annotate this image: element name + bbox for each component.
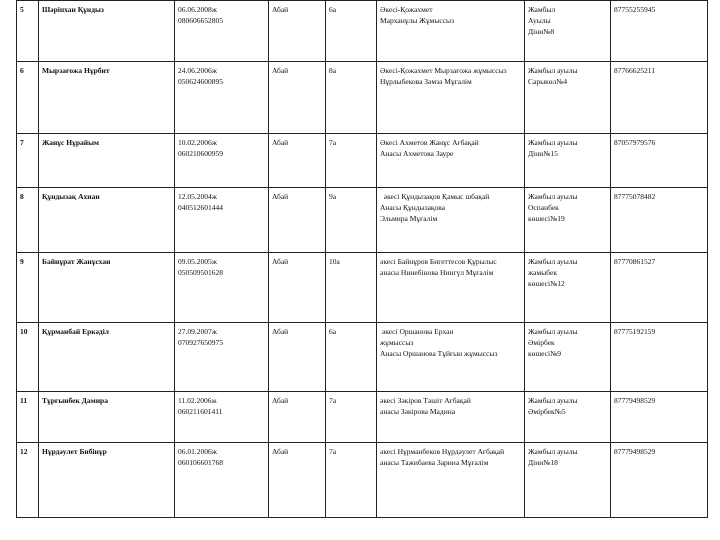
row-number: 5 [17, 1, 39, 62]
class-cell: 10а [326, 253, 377, 323]
address-cell [525, 253, 611, 323]
table-row [17, 1, 708, 62]
class-cell: 8а [326, 62, 377, 134]
parents-line: анасы Тажибаева Зарина Мұғалiм [380, 458, 489, 467]
parents-line: Анасы Ахметова Зауре [380, 149, 454, 158]
iin-number: 040512601444 [178, 203, 223, 212]
region-cell: Абай [269, 392, 326, 443]
phone-cell: 87775192159 [611, 323, 708, 392]
address-line: Жамбыл ауылы [528, 396, 578, 405]
class-cell: 7а [326, 134, 377, 188]
parents-line: әкесi Байнұров Бигеттесов Құрылыс [380, 257, 497, 266]
iin-number: 050509501628 [178, 268, 223, 277]
row-number: 10 [17, 323, 39, 392]
birth-cell [175, 1, 269, 62]
parents-line: әкесi Зәкiров Тәшiт Ағбақай [380, 396, 471, 405]
parents-line: әкесi Оршанова Ерхан [380, 327, 454, 336]
parents-cell [377, 1, 525, 62]
address-line: Дiни№18 [528, 458, 558, 467]
address-line: Сарыкөл№4 [528, 77, 568, 86]
class-cell: 6а [326, 323, 377, 392]
address-line: Дiни№8 [528, 27, 555, 36]
region-cell: Абай [269, 253, 326, 323]
iin-number: 060106601768 [178, 458, 223, 467]
student-name: Жанұс Нұрайым [39, 134, 175, 188]
parents-line: анасы Нинебiнова Нингүл Мұғалiм [380, 268, 494, 277]
parents-line: Анасы Құндызақова [380, 203, 446, 212]
parents-line: Марханұлы Жұмыссыз [380, 16, 455, 25]
row-number: 8 [17, 188, 39, 253]
address-line: Жамбыл ауылы [528, 138, 578, 147]
address-line: Жамбыл [528, 5, 556, 14]
parents-cell [377, 392, 525, 443]
region-cell: Абай [269, 1, 326, 62]
birth-date: 24.06.2006ж [178, 66, 217, 75]
region-cell: Абай [269, 62, 326, 134]
birth-cell [175, 134, 269, 188]
phone-cell: 87770861527 [611, 253, 708, 323]
address-cell [525, 1, 611, 62]
address-line: Ауылы [528, 16, 551, 25]
parents-line: Әкесi-Қожахмет [380, 5, 433, 14]
address-line: Жамбыл ауылы [528, 257, 578, 266]
address-cell [525, 188, 611, 253]
parents-line: Анасы Оршанова Тұйғын жұмыссыз [380, 349, 498, 358]
address-cell [525, 323, 611, 392]
parents-line: Нұрлыбекова Зәмзә Мұғалiм [380, 77, 472, 86]
parents-cell [377, 188, 525, 253]
student-name: Шәрiпхан Құндыз [39, 1, 175, 62]
birth-date: 11.02.2006ж [178, 396, 217, 405]
birth-cell [175, 443, 269, 518]
parents-cell [377, 134, 525, 188]
birth-date: 10.02.2006ж [178, 138, 217, 147]
address-line: жамыбек [528, 268, 557, 277]
parents-line: Эльмира Мұғалiм [380, 214, 438, 223]
address-line: көшесi№12 [528, 279, 565, 288]
student-table [16, 0, 708, 518]
parents-line: Әкесi Ахметов Жанұс Ағбақай [380, 138, 479, 147]
parents-line: жұмыссыз [380, 338, 414, 347]
row-number: 6 [17, 62, 39, 134]
address-cell [525, 443, 611, 518]
birth-date: 09.05.2005ж [178, 257, 217, 266]
birth-date: 06.01.2006ж [178, 447, 217, 456]
address-line: көшесi№19 [528, 214, 565, 223]
parents-cell [377, 253, 525, 323]
birth-date: 06.06.2008ж [178, 5, 217, 14]
parents-line: Әкесi-Қожахмет Мырзағожа жұмыссыз [380, 66, 507, 75]
phone-cell: 87779498529 [611, 392, 708, 443]
row-number: 7 [17, 134, 39, 188]
document-page [16, 0, 707, 522]
iin-number: 070927650975 [178, 338, 223, 347]
birth-cell [175, 188, 269, 253]
student-name: Байнұрат Жанұсхан [39, 253, 175, 323]
parents-line: анасы Зәкiрова Мадина [380, 407, 456, 416]
table-row [17, 323, 708, 392]
iin-number: 060210600959 [178, 149, 223, 158]
address-cell [525, 62, 611, 134]
iin-number: 060211601411 [178, 407, 223, 416]
table-row [17, 134, 708, 188]
table-row [17, 443, 708, 518]
birth-cell [175, 253, 269, 323]
class-cell: 7а [326, 443, 377, 518]
region-cell: Абай [269, 443, 326, 518]
student-name: Тұрғынбек Дамира [39, 392, 175, 443]
address-line: Жамбыл ауылы [528, 327, 578, 336]
row-number: 11 [17, 392, 39, 443]
birth-date: 27.09.2007ж [178, 327, 217, 336]
student-name: Құрманбай Еркәдiл [39, 323, 175, 392]
row-number: 12 [17, 443, 39, 518]
student-name: Құндызақ Ахиан [39, 188, 175, 253]
row-number: 9 [17, 253, 39, 323]
birth-date: 12.05.2004ж [178, 192, 217, 201]
birth-cell [175, 62, 269, 134]
student-name: Мырзағожа Нұрбит [39, 62, 175, 134]
parents-cell [377, 62, 525, 134]
address-line: Жамбыл ауылы [528, 447, 578, 456]
address-line: Дiни№15 [528, 149, 558, 158]
address-line: Оспанбек [528, 203, 559, 212]
class-cell: 7а [326, 392, 377, 443]
table-row [17, 392, 708, 443]
table-row [17, 188, 708, 253]
parents-cell [377, 323, 525, 392]
parents-line: әкесi Құндызақов Қамыс шбақай [380, 192, 490, 201]
class-cell: 6а [326, 1, 377, 62]
class-cell: 9а [326, 188, 377, 253]
parents-line: әкесi Нұрманбеков Нұрдәулет Ағбақай [380, 447, 505, 456]
phone-cell: 87766625211 [611, 62, 708, 134]
iin-number: 080606652805 [178, 16, 223, 25]
iin-number: 050624600895 [178, 77, 223, 86]
birth-cell [175, 323, 269, 392]
address-cell [525, 134, 611, 188]
address-line: Жамбыл ауылы [528, 66, 578, 75]
address-line: Әмiрбек№5 [528, 407, 566, 416]
phone-cell: 87775078482 [611, 188, 708, 253]
region-cell: Абай [269, 323, 326, 392]
phone-cell: 87755255945 [611, 1, 708, 62]
address-line: көшесi№9 [528, 349, 562, 358]
table-row [17, 62, 708, 134]
address-cell [525, 392, 611, 443]
region-cell: Абай [269, 188, 326, 253]
student-name: Нұрдәулет Бибiнұр [39, 443, 175, 518]
phone-cell: 87779498529 [611, 443, 708, 518]
address-line: Жамбыл ауылы [528, 192, 578, 201]
region-cell: Абай [269, 134, 326, 188]
birth-cell [175, 392, 269, 443]
phone-cell: 87057979576 [611, 134, 708, 188]
parents-cell [377, 443, 525, 518]
address-line: Әмiрбек [528, 338, 555, 347]
table-row [17, 253, 708, 323]
